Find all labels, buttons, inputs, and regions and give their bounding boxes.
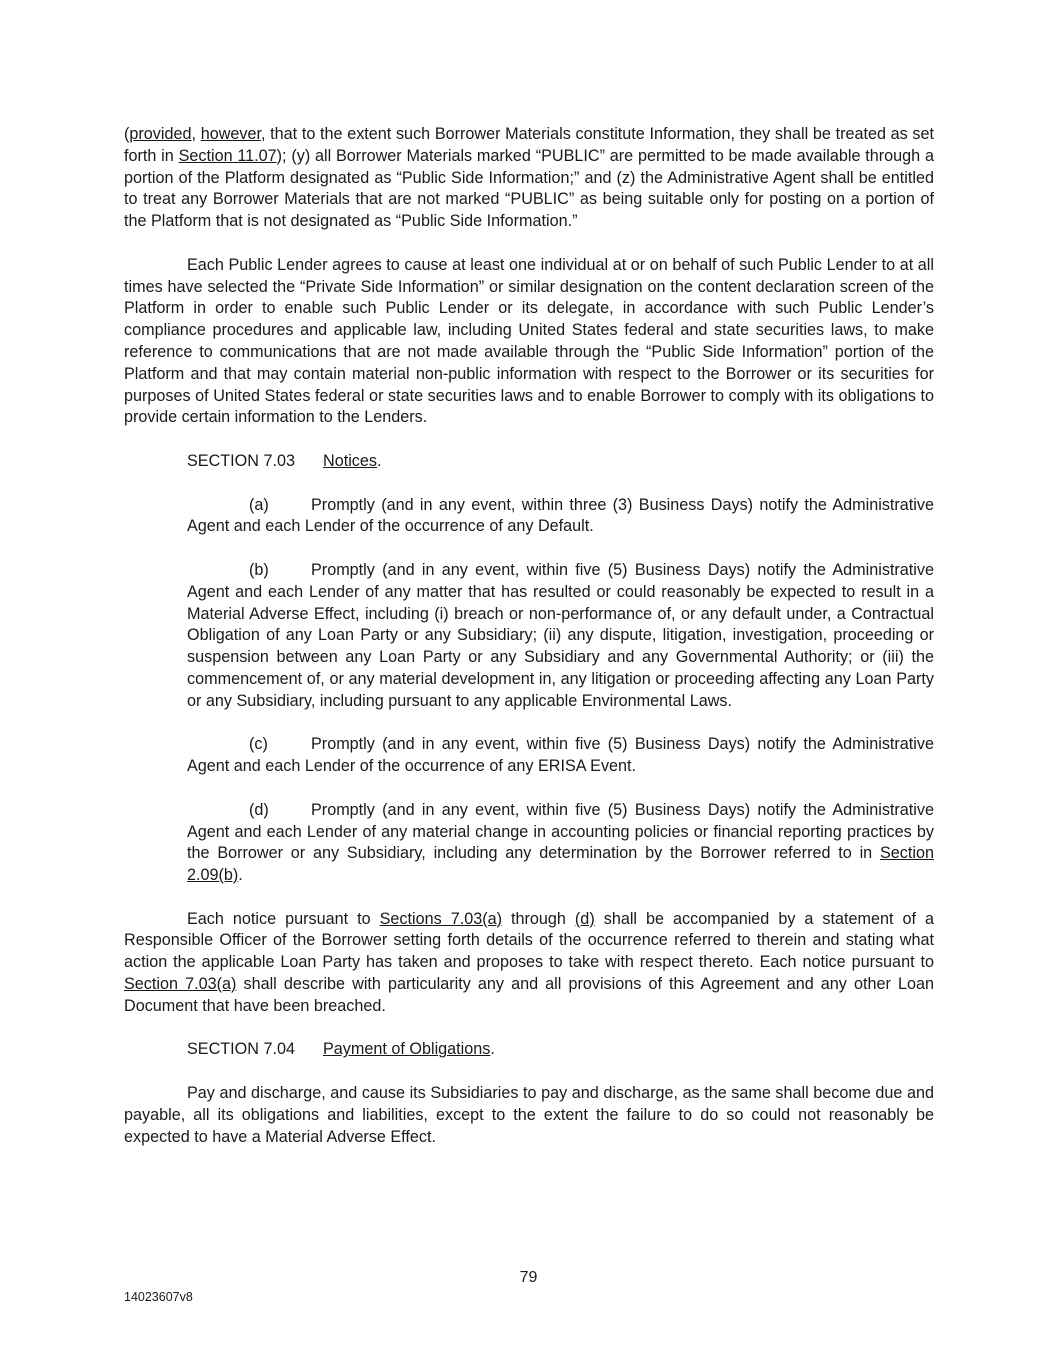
- clause-label: (b): [249, 560, 269, 579]
- clause-label: (c): [249, 735, 268, 754]
- term-provided: provided: [129, 125, 192, 143]
- clause-d: (d) Promptly (and in any event, within five (5) Business Days) notify the Administrative Agent and each Lender of any material change in accounting policies or financial reporting practices by the Borrower or any Subsidiary, including any determination by the Borrower referred to in Section 2.09(b).: [187, 800, 934, 885]
- section-heading-7-03: SECTION 7.03 Notices.: [187, 451, 934, 473]
- cross-ref-section-7-03a: Section 7.03(a): [124, 975, 237, 994]
- section-number: SECTION 7.04: [187, 1040, 295, 1059]
- paragraph-public-lender: Each Public Lender agrees to cause at least one individual at or on behalf of such Public Lender to at all times have selected the “Private Side Information” or similar designation on the content declaration screen of the Platform in order to enable such Public Lender or its delegate, in accordance with such Public Lender’s compliance procedures and applicable law, including United States federal and state securities laws, to make reference to communications that are not made available through the “Public Side Information” portion of the Platform and that may contain material non-public information with respect to the Borrower or its securities for purposes of United States federal or state securities laws and to enable Borrower to comply with its obligations to provide certain information to the Lenders.: [124, 255, 934, 427]
- section-heading-7-04: SECTION 7.04 Payment of Obligations.: [187, 1039, 934, 1061]
- cross-ref-section-2-09b: Section 2.09(b): [187, 844, 934, 885]
- clause-label: (a): [249, 495, 269, 514]
- clause-b: (b) Promptly (and in any event, within five (5) Business Days) notify the Administrative Agent and each Lender of any matter that has resulted or could reasonably be expected to result in a Material Adverse Effect, including (i) breach or non-performance of, or any default under, a Contractual Obligation of any Loan Party or any Subsidiary; (ii) any dispute, litigation, investigation, proceeding or suspension between any Loan Party or any Subsidiary and any Governmental Authority; or (iii) the commencement of, or any material development in, any litigation or proceeding affecting any Loan Party or any Subsidiary, including pursuant to any applicable Environmental Laws.: [187, 560, 934, 710]
- clause-a: (a) Promptly (and in any event, within three (3) Business Days) notify the Administrative Agent and each Lender of the occurrence of any Default.: [187, 495, 934, 536]
- section-number: SECTION 7.03: [187, 451, 295, 470]
- section-title: Payment of Obligations: [323, 1040, 491, 1059]
- cross-ref-d: (d): [574, 909, 595, 928]
- term-however: however: [200, 125, 261, 143]
- page-number: 79: [519, 1269, 538, 1286]
- document-id: 14023607v8: [124, 1290, 193, 1304]
- clause-label: (d): [249, 800, 269, 819]
- section-title: Notices: [323, 451, 377, 470]
- paragraph-notice-requirements: Each notice pursuant to Sections 7.03(a) through (d) shall be accompanied by a statement of a Responsible Officer of the Borrower setting forth details of the occurrence referred to therein and stating what action the applicable Loan Party has taken and proposes to take with respect thereto. Each notice pursuant to Section 7.03(a) shall describe with particularity any and all provisions of this Agreement and any other Loan Document that have been breached.: [124, 909, 935, 1015]
- paragraph-borrower-materials: (provided, however, that to the extent such Borrower Materials constitute Information, they shall be treated as set forth in Section 11.07); (y) all Borrower Materials marked “PUBLIC” are permitted to be made available through a portion of the Platform designated as “Public Side Information;” and (z) the Administrative Agent shall be entitled to treat any Borrower Materials that are not marked “PUBLIC” as being suitable only for posting on a portion of the Platform that is not designated as “Public Side Information.”: [124, 125, 935, 231]
- cross-ref-sections-7-03a: Sections 7.03(a): [379, 909, 502, 928]
- paragraph-payment-obligations: Pay and discharge, and cause its Subsidiaries to pay and discharge, as the same shall become due and payable, all its obligations and liabilities, except to the extent the failure to do so could not reasonably be expected to have a Material Adverse Effect.: [124, 1084, 934, 1146]
- page-body: [124, 124, 934, 1170]
- clause-c: (c) Promptly (and in any event, within five (5) Business Days) notify the Administrative Agent and each Lender of the occurrence of any ERISA Event.: [187, 735, 934, 776]
- cross-ref-section-11-07: Section 11.07: [178, 146, 277, 165]
